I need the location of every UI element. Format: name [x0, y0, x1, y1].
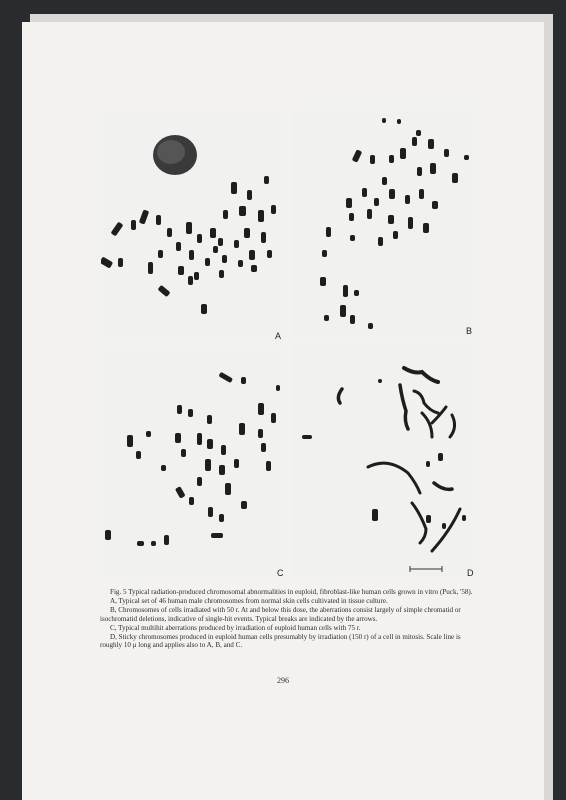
panel-b — [292, 105, 478, 340]
panel-a-micrograph — [101, 110, 285, 343]
caption-a: A, Typical set of 46 human male chromosomes from normal skin cells cultivated in tissue culture. — [110, 596, 388, 605]
panel-b-micrograph — [292, 105, 478, 340]
panel-d — [292, 343, 478, 579]
panel-a-label: A — [275, 331, 282, 341]
panel-c-label: C — [277, 568, 284, 578]
page-number: 296 — [277, 676, 289, 685]
caption-b: B, Chromosomes of cells irradiated with 50 r. At and below this dose, the aberrations consist largely of simple chromatid or isochromatid deletions, indicative of single-hit events. Typical breaks are indicated by the arrows. — [100, 605, 461, 623]
panel-a — [101, 110, 285, 343]
panel-d-micrograph — [292, 343, 478, 579]
panel-c-micrograph — [101, 347, 285, 579]
panel-b-label: B — [466, 326, 473, 336]
scale-bar — [410, 566, 442, 572]
caption-c: C, Typical multihit aberrations produced by irradiation of euploid human cells with 75 r. — [110, 623, 361, 632]
caption-title: Fig. 5 Typical radiation-produced chromosomal abnormalities in euploid, fibroblast-like human cells grown in vitro (Puck, '58). — [110, 588, 473, 596]
caption-d: D, Sticky chromosomes produced in euploid human cells presumably by irradiation (150 r) of a cell in mitosis. Scale line is roughly 10 μ long and applies also to A, B, and C. — [100, 632, 461, 650]
panel-d-label: D — [467, 568, 474, 578]
panel-c — [101, 347, 285, 579]
figure-caption — [100, 588, 478, 650]
